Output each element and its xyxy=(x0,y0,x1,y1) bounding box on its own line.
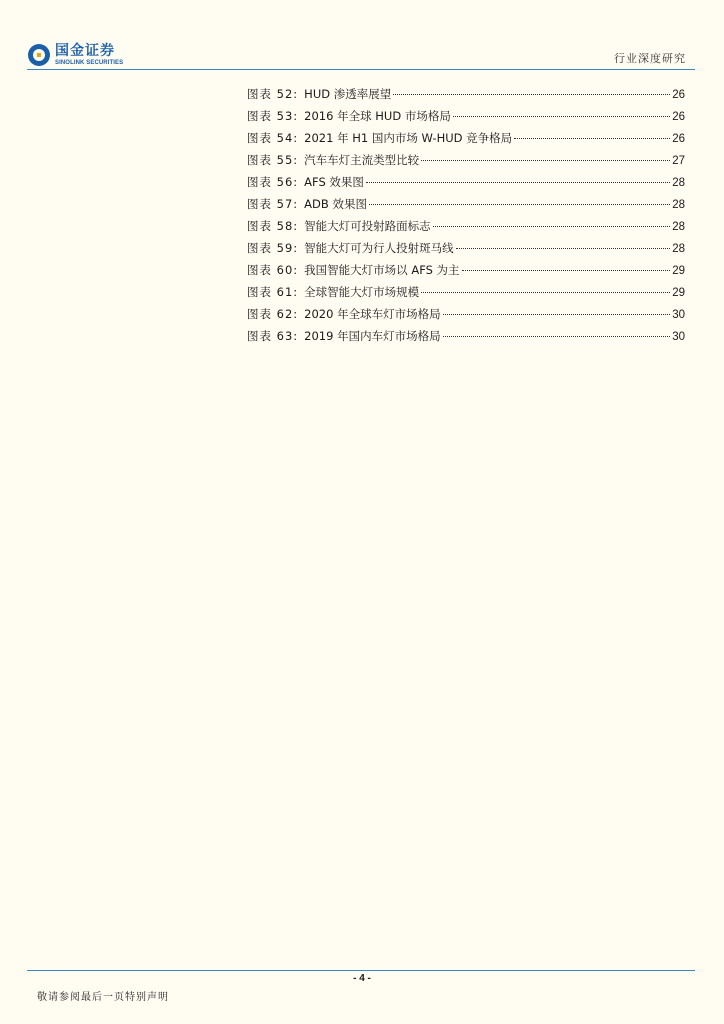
report-type-label: 行业深度研究 xyxy=(614,52,686,65)
toc-entry[interactable] xyxy=(247,108,685,130)
toc-entry-page: 28 xyxy=(672,177,685,189)
toc-entry-prefix: 图表 58: xyxy=(247,219,299,233)
toc-entry-prefix: 图表 56: xyxy=(247,175,299,189)
toc-entry-title: 智能大灯可为行人投射斑马线 xyxy=(304,241,454,255)
toc-entry-page: 29 xyxy=(672,287,685,299)
header-divider xyxy=(27,69,695,70)
toc-entry[interactable] xyxy=(247,306,685,328)
toc-entry-title: AFS 效果图 xyxy=(304,175,364,189)
toc-dot-leader xyxy=(421,292,670,293)
logo-english-text: SINOLINK SECURITIES xyxy=(55,60,124,66)
toc-entry-prefix: 图表 62: xyxy=(247,307,299,321)
logo-chinese-text: 国金证券 xyxy=(55,43,115,59)
table-of-figures xyxy=(247,86,685,350)
toc-entry-page: 27 xyxy=(672,155,685,167)
page-number: - 4 - xyxy=(353,973,371,984)
toc-entry[interactable] xyxy=(247,262,685,284)
toc-entry-prefix: 图表 52: xyxy=(247,87,299,101)
toc-entry-page: 26 xyxy=(672,89,685,101)
toc-entry[interactable] xyxy=(247,130,685,152)
toc-dot-leader xyxy=(456,248,671,249)
toc-entry-title: ADB 效果图 xyxy=(304,197,367,211)
page-header xyxy=(0,0,724,72)
toc-entry-title: 我国智能大灯市场以 AFS 为主 xyxy=(304,263,460,277)
sinolink-logo-icon xyxy=(27,43,51,67)
toc-dot-leader xyxy=(453,116,670,117)
toc-entry-page: 28 xyxy=(672,243,685,255)
toc-dot-leader xyxy=(366,182,670,183)
footer-disclaimer: 敬请参阅最后一页特别声明 xyxy=(37,992,169,1003)
toc-entry-page: 30 xyxy=(672,309,685,321)
company-logo xyxy=(27,40,123,70)
toc-entry-title: 汽车车灯主流类型比较 xyxy=(304,153,420,167)
toc-dot-leader xyxy=(462,270,671,271)
toc-dot-leader xyxy=(433,226,671,227)
toc-entry-prefix: 图表 59: xyxy=(247,241,299,255)
toc-entry[interactable] xyxy=(247,196,685,218)
toc-entry-page: 29 xyxy=(672,265,685,277)
toc-entry-prefix: 图表 61: xyxy=(247,285,299,299)
toc-entry-prefix: 图表 60: xyxy=(247,263,299,277)
toc-entry-title: 全球智能大灯市场规模 xyxy=(304,285,420,299)
toc-entry-prefix: 图表 53: xyxy=(247,109,299,123)
toc-entry-title: 2021 年 H1 国内市场 W-HUD 竞争格局 xyxy=(304,131,513,145)
toc-entry-title: 智能大灯可投射路面标志 xyxy=(304,219,431,233)
toc-dot-leader xyxy=(393,94,670,95)
toc-dot-leader xyxy=(421,160,670,161)
toc-entry[interactable] xyxy=(247,240,685,262)
toc-entry[interactable] xyxy=(247,86,685,108)
toc-entry-title: 2020 年全球车灯市场格局 xyxy=(304,307,441,321)
toc-entry-page: 26 xyxy=(672,133,685,145)
toc-dot-leader xyxy=(514,138,670,139)
toc-entry-page: 30 xyxy=(672,331,685,343)
toc-entry[interactable] xyxy=(247,152,685,174)
toc-entry[interactable] xyxy=(247,218,685,240)
toc-entry-page: 28 xyxy=(672,199,685,211)
toc-entry-prefix: 图表 55: xyxy=(247,153,299,167)
toc-entry[interactable] xyxy=(247,284,685,306)
toc-entry-prefix: 图表 57: xyxy=(247,197,299,211)
toc-entry-title: HUD 渗透率展望 xyxy=(304,87,392,101)
toc-entry-page: 28 xyxy=(672,221,685,233)
toc-entry-title: 2019 年国内车灯市场格局 xyxy=(304,329,441,343)
toc-dot-leader xyxy=(443,314,671,315)
toc-entry-page: 26 xyxy=(672,111,685,123)
toc-entry[interactable] xyxy=(247,328,685,350)
toc-entry-prefix: 图表 54: xyxy=(247,131,299,145)
toc-dot-leader xyxy=(369,204,670,205)
toc-entry-title: 2016 年全球 HUD 市场格局 xyxy=(304,109,451,123)
toc-dot-leader xyxy=(443,336,671,337)
toc-entry-prefix: 图表 63: xyxy=(247,329,299,343)
toc-entry[interactable] xyxy=(247,174,685,196)
footer-divider xyxy=(27,970,695,971)
